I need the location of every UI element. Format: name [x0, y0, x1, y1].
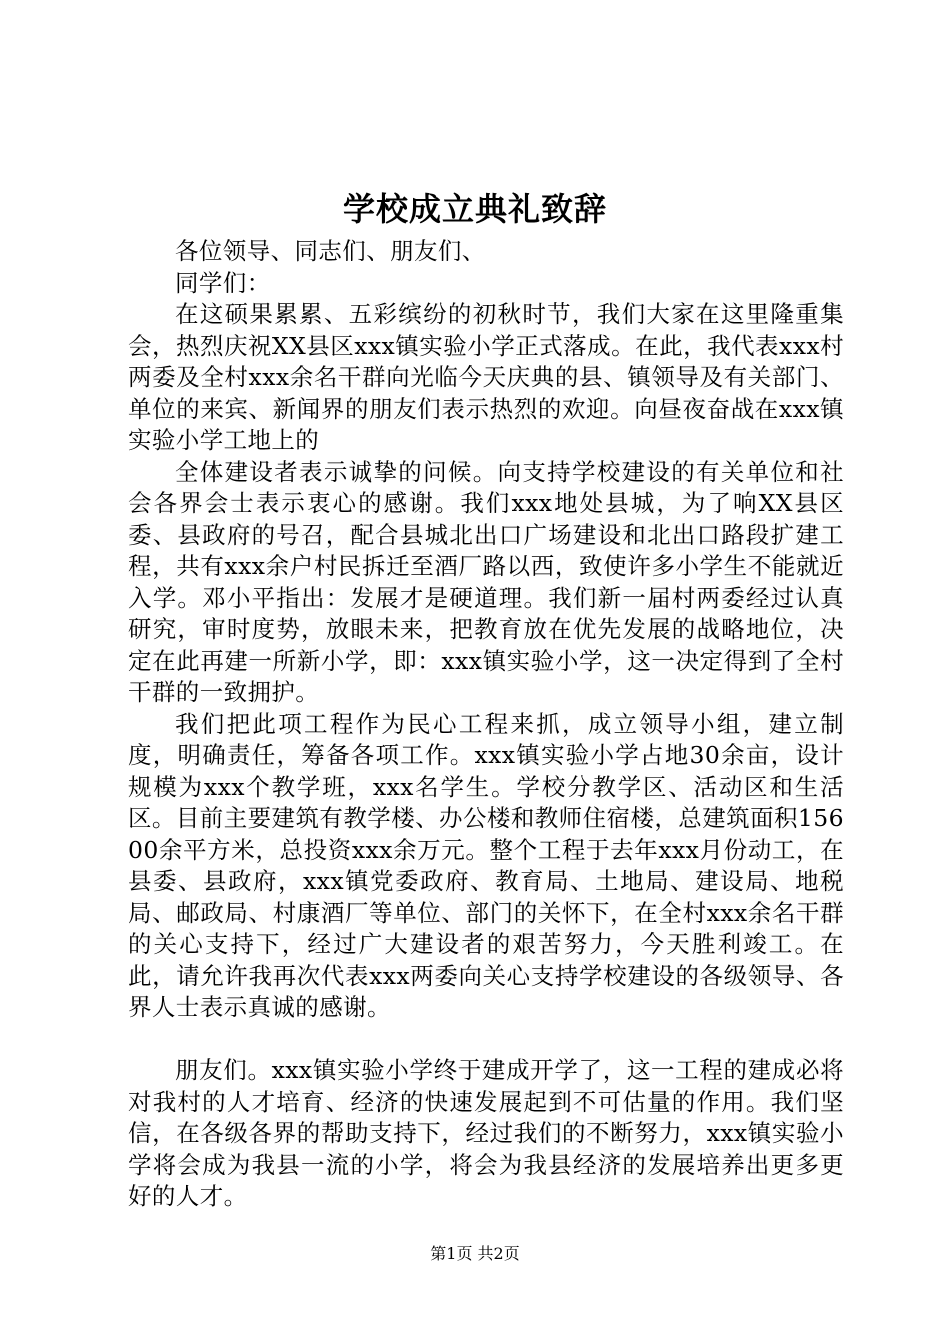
paragraph-closing: 朋友们。xxx镇实验小学终于建成开学了，这一工程的建成必将对我村的人才培育、经济的快速发展起到不可估量的作用。我们坚信，在各级各界的帮助支持下，经过我们的不断努力，xxx镇实验小学将会成为我县一流的小学，将会为我县经济的发展培养出更多更好的人才。: [128, 1056, 844, 1210]
document-title: 学校成立典礼致辞: [342, 190, 607, 228]
salutation-line-1: 各位领导、同志们、朋友们、: [175, 237, 486, 265]
salutation-line-2: 同学们：: [175, 268, 271, 297]
paragraph-construction: 我们把此项工程作为民心工程来抓，成立领导小组，建立制度，明确责任，筹备各项工作。xxx镇实验小学占地30余亩，设计规模为xxx个教学班，xxx名学生。学校分教学区、活动区和生活区。目前主要建筑有教学楼、办公楼和教师住宿楼，总建筑面积15600余平方米，总投资xxx余万元。整个工程于去年xxx月份动工，在县委、县政府，xxx镇党委政府、教育局、土地局、建设局、地税局、邮政局、村康酒厂等单位、部门的关怀下，在全村xxx余名干群的关心支持下，经过广大建设者的艰苦努力，今天胜利竣工。在此，请允许我再次代表xxx两委向关心支持学校建设的各级领导、各界人士表示真诚的感谢。: [128, 709, 844, 1021]
paragraph-background: 全体建设者表示诚挚的问候。向支持学校建设的有关单位和社会各界会士表示衷心的感谢。我们xxx地处县城，为了响XX县区委、县政府的号召，配合县城北出口广场建设和北出口路段扩建工程，共有xxx余户村民拆迁至酒厂路以西，致使许多小学生不能就近入学。邓小平指出：发展才是硬道理。我们新一届村两委经过认真研究，审时度势，放眼未来，把教育放在优先发展的战略地位，决定在此再建一所新小学，即：xxx镇实验小学，这一决定得到了全村干群的一致拥护。: [128, 457, 844, 706]
document-body: [128, 236, 844, 1213]
paragraph-opening: 在这硕果累累、五彩缤纷的初秋时节，我们大家在这里隆重集会，热烈庆祝XX县区xxx镇实验小学正式落成。在此，我代表xxx村两委及全村xxx余名干群向光临今天庆典的县、镇领导及有关部门、单位的来宾、新闻界的朋友们表示热烈的欢迎。向昼夜奋战在xxx镇实验小学工地上的: [128, 300, 844, 454]
page-footer: 第1页 共2页: [430, 1244, 520, 1263]
